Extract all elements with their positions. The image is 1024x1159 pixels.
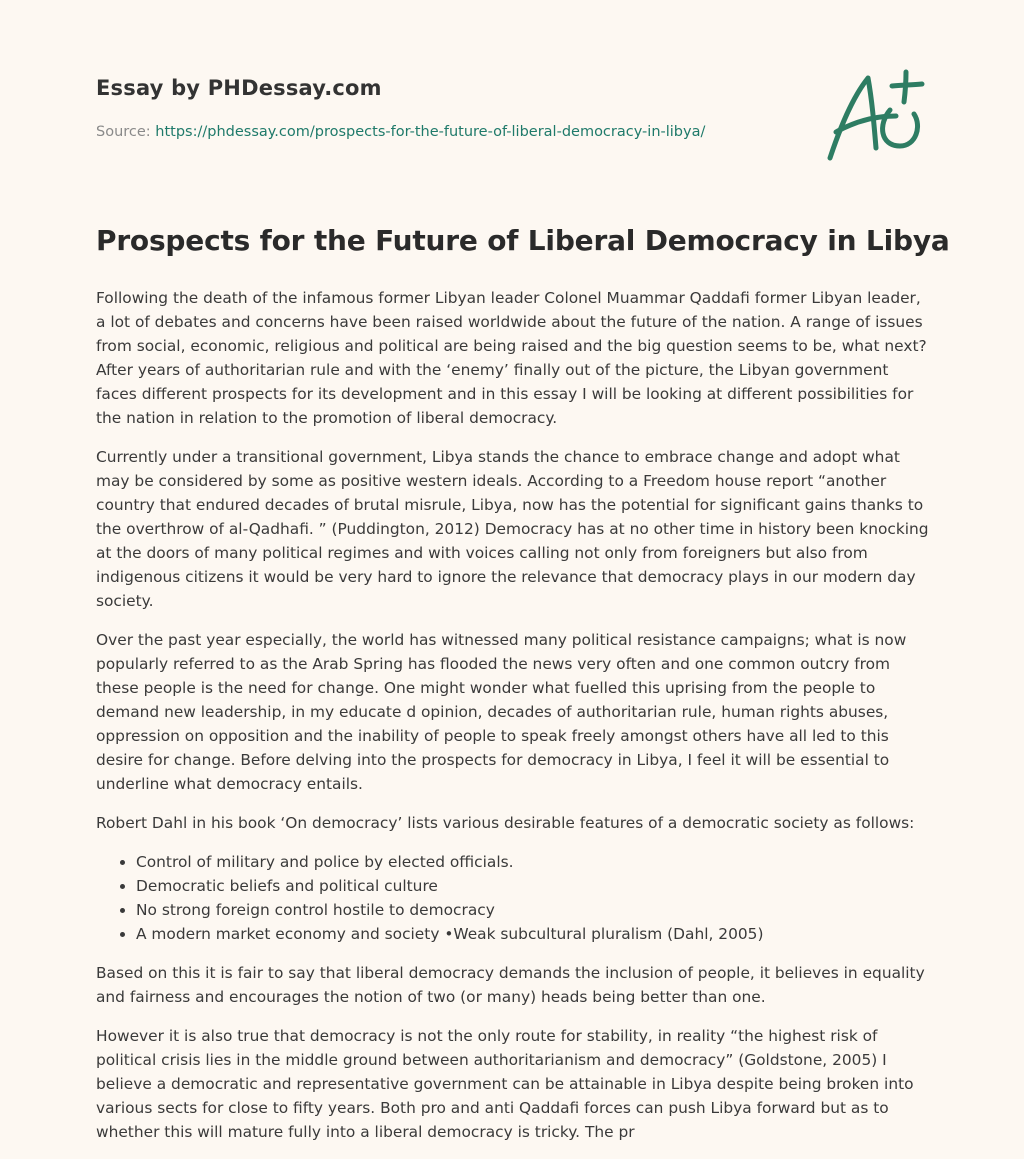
article-body [96,286,934,1159]
list-item: • Control of military and police by elected officials. [136,850,934,874]
a-plus-logo-icon [818,66,930,166]
paragraph: Following the death of the infamous former Libyan leader Colonel Muammar Qaddafi former Libyan leader, a lot of debates and concerns have been raised worldwide about the future of the nation. A range of issues from social, economic, religious and political are being raised and the big question seems to be, what next? After years of authoritarian rule and with the ‘enemy’ finally out of the picture, the Libyan government faces different prospects for its development and in this essay I will be looking at different possibilities for the nation in relation to the promotion of liberal democracy. [96,289,927,427]
source-link[interactable]: https://phdessay.com/prospects-for-the-future-of-liberal-democracy-in-libya/ [155,124,706,140]
paragraph: Based on this it is fair to say that liberal democracy demands the inclusion of people, it believes in equality and fairness and encourages the notion of two (or many) heads being better than one. [96,964,925,1006]
list-item: • Democratic beliefs and political culture [136,874,934,898]
source-label: Source: [96,124,151,140]
list-item: • A modern market economy and society •Weak subcultural pluralism (Dahl, 2005) [136,922,934,946]
paragraph: Currently under a transitional government, Libya stands the chance to embrace change and adopt what may be considered by some as positive western ideals. According to a Freedom house report “another country that endured decades of brutal misrule, Libya, now has the potential for significant gains thanks to the overthrow of al-Qadhafi. ” (Puddington, 2012) Democracy has at no other time in history been knocking at the doors of many political regimes and with voices calling not only from foreigners but also from indigenous citizens it would be very hard to ignore the relevance that democracy plays in our modern day society. [96,448,929,610]
site-brand: Essay by PHDessay.com [96,76,382,100]
paragraph: However it is also true that democracy is not the only route for stability, in reality “the highest risk of political crisis lies in the middle ground between authoritarianism and democracy” (Goldstone, 2005) I believe a democratic and representative government can be attainable in Libya despite being broken into various sects for close to fifty years. Both pro and anti Qaddafi forces can push Libya forward but as to whether this will mature fully into a liberal democracy is tricky. The pr [96,1027,914,1141]
feature-list [96,850,934,946]
list-item: • No strong foreign control hostile to democracy [136,898,934,922]
source-line [96,124,705,140]
article-title: Prospects for the Future of Liberal Democracy in Libya [96,224,950,257]
paragraph: Robert Dahl in his book ‘On democracy’ lists various desirable features of a democratic society as follows: [96,814,915,832]
paragraph: Over the past year especially, the world has witnessed many political resistance campaigns; what is now popularly referred to as the Arab Spring has flooded the news very often and one common outcry from these people is the need for change. One might wonder what fuelled this uprising from the people to demand new leadership, in my educate d opinion, decades of authoritarian rule, human rights abuses, oppression on opposition and the inability of people to speak freely amongst others have all led to this desire for change. Before delving into the prospects for democracy in Libya, I feel it will be essential to underline what democracy entails. [96,631,907,793]
